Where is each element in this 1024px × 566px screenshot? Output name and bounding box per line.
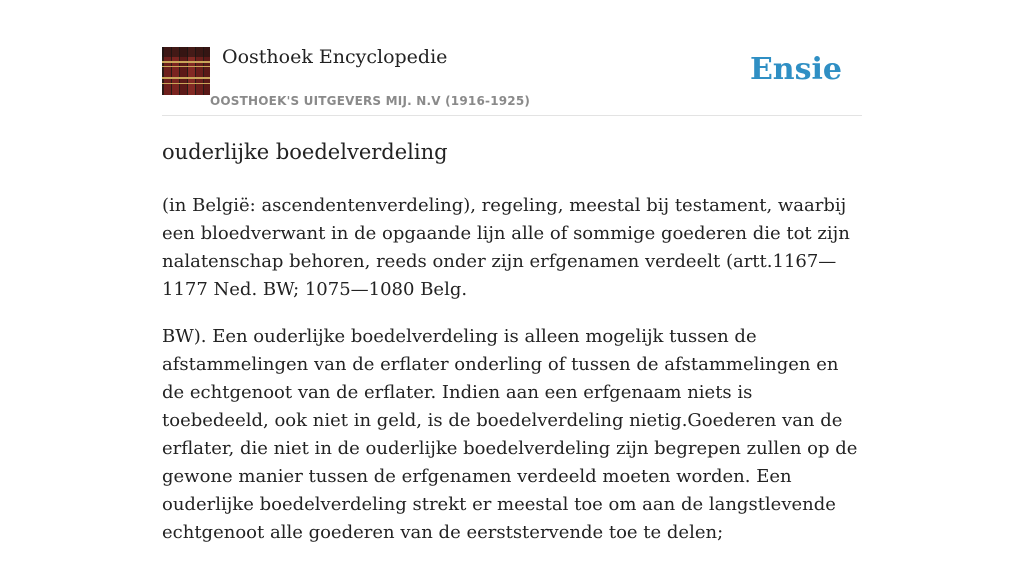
source-avatar[interactable] xyxy=(162,47,210,95)
publisher-label: OOSTHOEK'S UITGEVERS MIJ. N.V (1916-1925) xyxy=(210,94,531,108)
ensie-logo[interactable]: Ensie xyxy=(749,52,842,87)
article-paragraph: BW). Een ouderlijke boedelverdeling is alleen mogelijk tussen de afstammelingen van de erflater onderling of tussen de afstammelingen en de echtgenoot van de erflater. Indien aan een erfgenaam niets is toebedeeld, ook niet in geld, is de boedelverdeling nietig.Goederen van de erflater, die niet in de ouderlijke boedelverdeling zijn begrepen zullen op de gewone manier tussen de erfgenamen verdeeld moeten worden. Een ouderlijke boedelverdeling strekt er meestal toe om aan de langstlevende echtgenoot alle goederen van de eerststervende toe te delen; xyxy=(162,326,858,543)
source-header xyxy=(162,0,862,116)
article-paragraph: (in België: ascendentenverdeling), regeling, meestal bij testament, waarbij een bloedverwant in de opgaande lijn alle of sommige goederen die tot zijn nalatenschap behoren, reeds onder zijn erfgenamen verdeelt (artt.1167—1177 Ned. BW; 1075—1080 Belg. xyxy=(162,195,850,300)
book-spines-icon xyxy=(162,47,210,95)
article-title: ouderlijke boedelverdeling xyxy=(162,140,448,164)
article-body xyxy=(162,192,862,566)
source-name[interactable]: Oosthoek Encyclopedie xyxy=(222,46,448,68)
